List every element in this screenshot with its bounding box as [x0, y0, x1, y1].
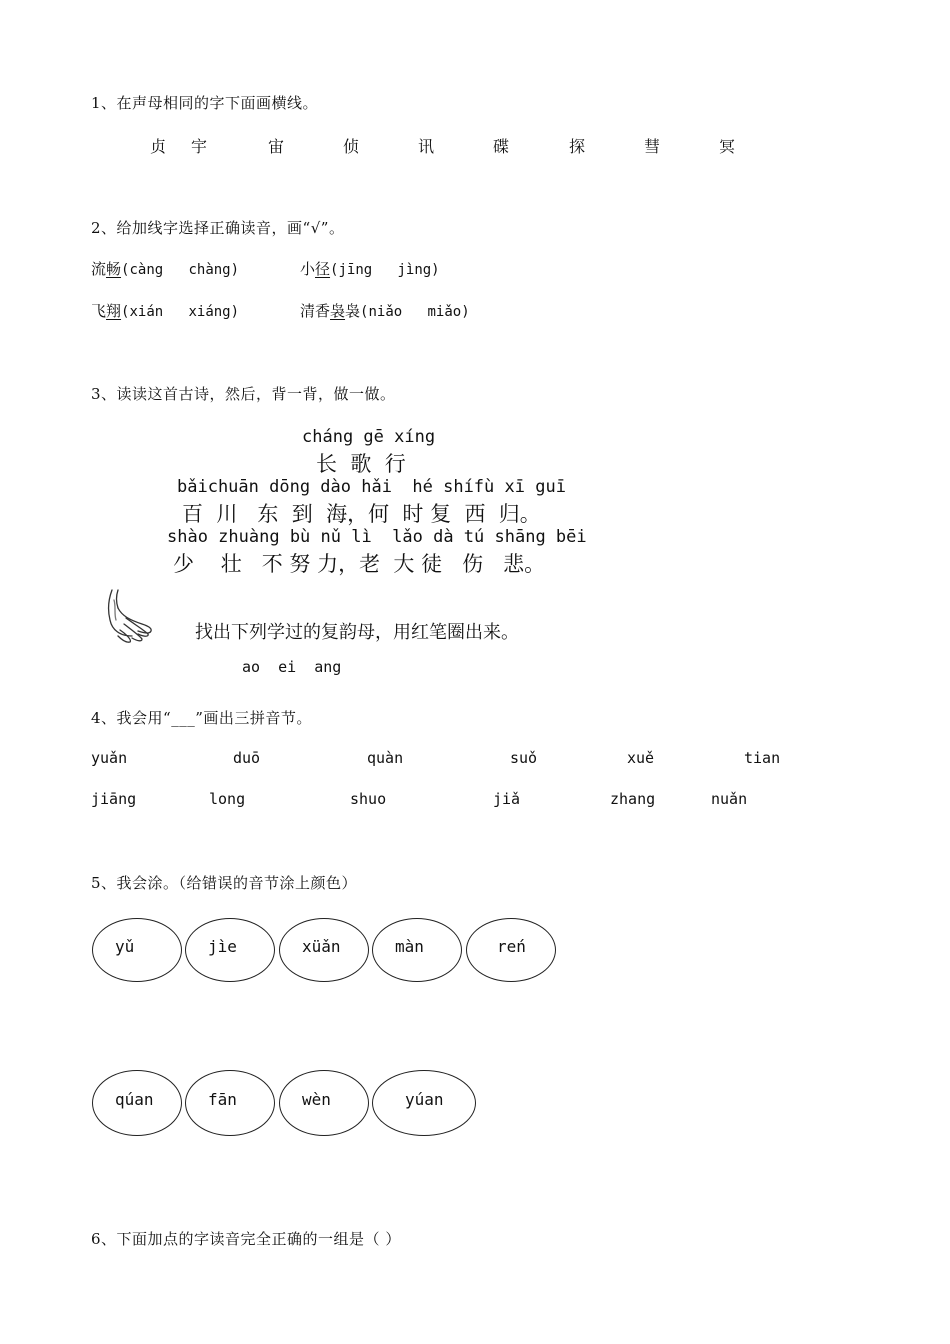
q1-char: 彗 — [644, 137, 661, 156]
q1-char: 碟 — [493, 137, 510, 156]
q1-char: 探 — [569, 137, 586, 156]
q2-word-underlined: 翔 — [106, 302, 122, 320]
q2-pinyin-options: (niǎo miǎo) — [360, 304, 470, 320]
q2-word-plain: 袅 — [345, 302, 361, 320]
q4-syllable: xuě — [627, 749, 655, 767]
q4-syllable: quàn — [367, 749, 404, 767]
q4-syllable: suǒ — [510, 749, 538, 767]
q4-syllable: nuǎn — [711, 790, 748, 808]
q2-word-plain: 飞 — [91, 302, 107, 320]
q5-title: 5、我会涂。（给错误的音节涂上颜色） — [91, 874, 358, 892]
poem-line2-pinyin: shào zhuàng bù nǔ lì lǎo dà tú shāng bēi — [167, 527, 587, 547]
q2-word-plain: 小 — [300, 260, 316, 278]
q2-word-plain: 流 — [91, 260, 107, 278]
q2-word-underlined: 袅 — [330, 302, 346, 320]
syllable-oval[interactable]: xüǎn — [279, 918, 369, 982]
q2-title: 2、给加线字选择正确读音，画“√”。 — [91, 219, 345, 237]
q2-item — [91, 300, 239, 321]
syllable-oval[interactable]: màn — [372, 918, 462, 982]
q1-char: 宙 — [268, 137, 285, 156]
q4-syllable: zhang — [610, 790, 656, 808]
poem-line2: 少 壮 不 努 力，老 大 徒 伤 悲。 — [173, 552, 546, 576]
syllable-oval[interactable]: yúan — [372, 1070, 476, 1136]
q4-syllable: jiāng — [91, 790, 137, 808]
q4-syllable: jiǎ — [493, 790, 521, 808]
q1-char: 贞 — [150, 137, 167, 156]
q3-task: 找出下列学过的复韵母，用红笔圈出来。 — [195, 622, 519, 643]
poem-title: 长 歌 行 — [316, 452, 406, 476]
q1-char: 宇 — [191, 137, 208, 156]
q3-title: 3、读读这首古诗，然后，背一背，做一做。 — [91, 385, 396, 403]
q4-syllable: long — [209, 790, 246, 808]
poem-line1: 百 川 东 到 海，何 时 复 西 归。 — [182, 502, 541, 526]
syllable-oval[interactable]: wèn — [279, 1070, 369, 1136]
q2-word-underlined: 畅 — [106, 260, 122, 278]
q2-pinyin-options: (jīng jìng) — [330, 262, 440, 278]
q1-char: 冥 — [719, 137, 736, 156]
poem-title-pinyin: cháng gē xíng — [302, 427, 436, 447]
q1-title: 1、在声母相同的字下面画横线。 — [91, 94, 319, 112]
q4-syllable: duō — [233, 749, 261, 767]
q1-char: 侦 — [343, 137, 360, 156]
q1-char: 讯 — [418, 137, 435, 156]
syllable-oval[interactable]: yǔ — [92, 918, 182, 982]
syllable-oval[interactable]: reń — [466, 918, 556, 982]
syllable-oval[interactable]: qúan — [92, 1070, 182, 1136]
q4-syllable: yuǎn — [91, 749, 128, 767]
q2-pinyin-options: (càng chàng) — [121, 262, 240, 278]
q6-title: 6、下面加点的字读音完全正确的一组是（ ） — [91, 1230, 401, 1248]
q4-syllable: shuo — [350, 790, 387, 808]
q2-item — [91, 258, 239, 279]
q2-word-plain: 清香 — [300, 302, 331, 320]
q2-pinyin-options: (xián xiáng) — [121, 304, 240, 320]
q2-item — [300, 258, 440, 279]
q2-word-underlined: 径 — [315, 260, 331, 278]
q2-item — [300, 300, 470, 321]
syllable-oval[interactable]: jìe — [185, 918, 275, 982]
q3-finals: ao ei ang — [242, 658, 342, 676]
hand-icon — [104, 588, 156, 644]
syllable-oval[interactable]: fān — [185, 1070, 275, 1136]
q4-syllable: tian — [744, 749, 781, 767]
q4-title: 4、我会用“___”画出三拼音节。 — [91, 709, 312, 727]
poem-line1-pinyin: bǎichuān dōng dào hǎi hé shífù xī guī — [177, 477, 566, 497]
